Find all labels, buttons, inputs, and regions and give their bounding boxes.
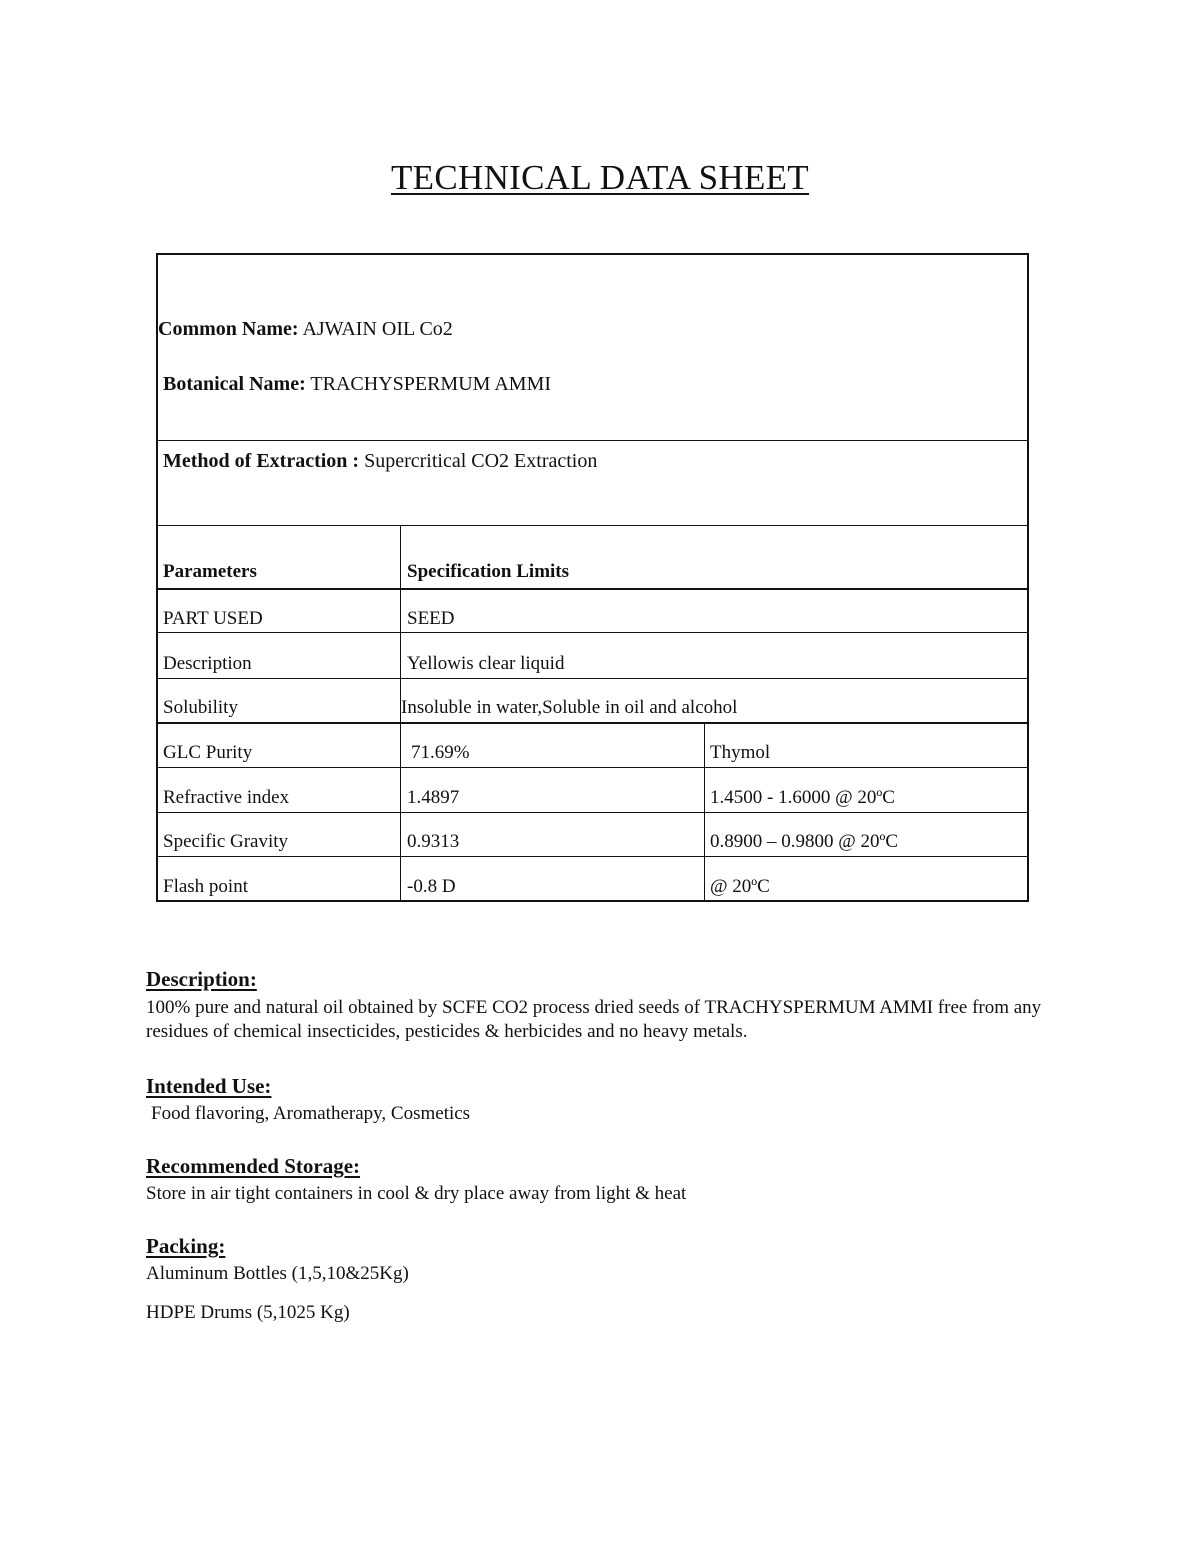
row-refractive-index-parameter: Refractive index (163, 787, 290, 808)
row-part-used-value: SEED (407, 608, 455, 629)
header-specification-limits: Specification Limits (407, 561, 570, 582)
botanical-name-line (163, 374, 551, 394)
packing-line-aluminum: Aluminum Bottles (1,5,10&25Kg) (146, 1263, 409, 1284)
divider-row-4 (157, 767, 1028, 768)
header-parameters: Parameters (163, 561, 257, 582)
row-specific-gravity-limit: 0.8900 – 0.9800 @ 20ºC (710, 831, 899, 852)
divider-row-2 (157, 678, 1028, 679)
divider-row-1 (157, 632, 1028, 633)
divider-name-method (157, 440, 1028, 441)
divider-method-table (157, 525, 1028, 526)
common-name-line (158, 319, 453, 339)
row-part-used-parameter: PART USED (163, 608, 263, 629)
method-line (163, 451, 597, 471)
row-refractive-index-value: 1.4897 (407, 787, 460, 808)
common-name-value: AJWAIN OIL Co2 (302, 318, 453, 340)
divider-table-header (157, 588, 1028, 590)
intended-use-heading: Intended Use: (146, 1074, 272, 1098)
packing-line-hdpe: HDPE Drums (5,1025 Kg) (146, 1302, 350, 1323)
divider-row-6 (157, 856, 1028, 857)
row-description-value: Yellowis clear liquid (407, 653, 565, 674)
intended-use-text: Food flavoring, Aromatherapy, Cosmetics (151, 1103, 471, 1124)
storage-heading: Recommended Storage: (146, 1154, 361, 1178)
row-glc-purity-limit: Thymol (710, 742, 771, 763)
column-divider-limits (704, 723, 705, 901)
row-solubility-parameter: Solubility (163, 697, 238, 718)
packing-heading: Packing: (146, 1234, 226, 1258)
row-flash-point-limit: @ 20ºC (710, 876, 770, 897)
method-label: Method of Extraction : (163, 450, 360, 472)
description-heading: Description: (146, 967, 257, 991)
row-specific-gravity-value: 0.9313 (407, 831, 460, 852)
divider-row-3 (157, 722, 1028, 724)
row-glc-purity-parameter: GLC Purity (163, 742, 253, 763)
row-description-parameter: Description (163, 653, 252, 674)
description-text: 100% pure and natural oil obtained by SCFE CO2 process dried seeds of TRACHYSPERMUM AMMI free from any residues of chemical insecticides, pesticides & herbicides and no heavy metals. (146, 997, 1042, 1042)
divider-row-5 (157, 812, 1028, 813)
row-flash-point-parameter: Flash point (163, 876, 248, 897)
row-refractive-index-limit: 1.4500 - 1.6000 @ 20ºC (710, 787, 895, 808)
row-glc-purity-value: 71.69% (411, 742, 470, 763)
page-title: TECHNICAL DATA SHEET (391, 158, 809, 197)
botanical-name-label: Botanical Name: (163, 373, 306, 395)
common-name-label: Common Name: (158, 318, 299, 340)
row-flash-point-value: -0.8 D (407, 876, 456, 897)
method-value: Supercritical CO2 Extraction (364, 450, 598, 472)
botanical-name-value: TRACHYSPERMUM AMMI (310, 373, 552, 395)
row-specific-gravity-parameter: Specific Gravity (163, 831, 289, 852)
storage-text: Store in air tight containers in cool & dry place away from light & heat (146, 1183, 687, 1204)
row-solubility-value: Insoluble in water,Soluble in oil and alcohol (401, 697, 738, 718)
